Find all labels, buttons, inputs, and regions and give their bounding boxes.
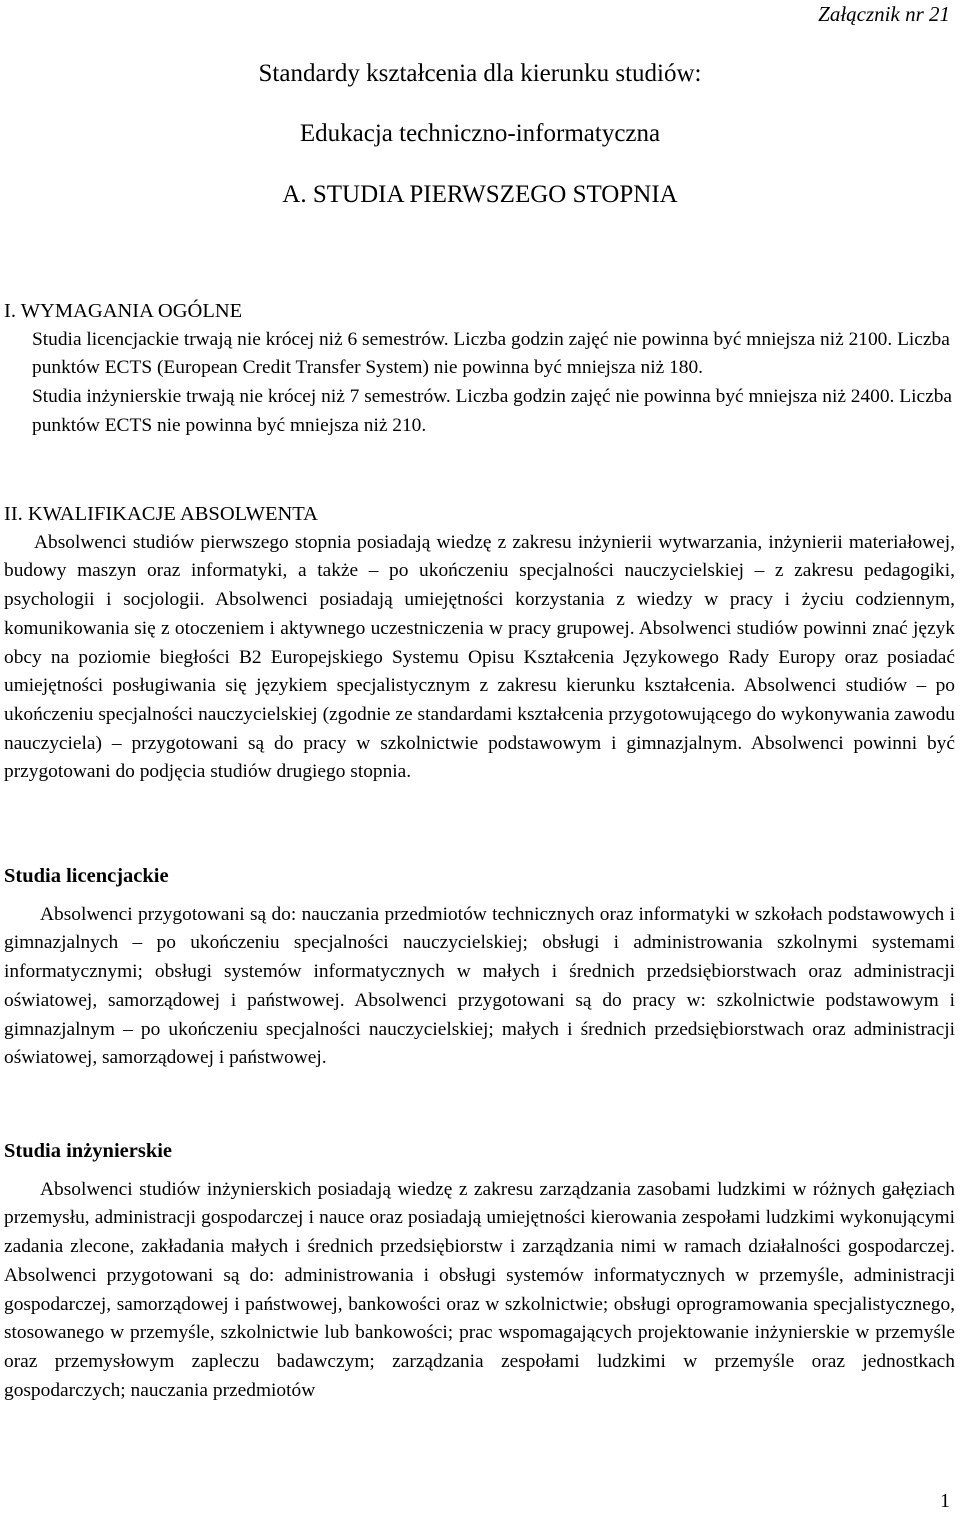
section-heading: II. KWALIFIKACJE ABSOLWENTA xyxy=(4,503,318,525)
paragraph-inzynierskie: Absolwenci studiów inżynierskich posiadają wiedzę z zakresu zarządzania zasobami ludzkimi w różnych gałęziach przemysłu, administracji gospodarczej i nauce oraz posiadają umiejętności kierowania zespołami ludzkimi wykonującymi zadania zlecone, zakładania małych i średnich przedsiębiorstw i zarządzania nimi w ramach działalności gospodarczej. Absolwenci przygotowani są do: administrowania i obsługi systemów informatycznych w przemyśle, administracji gospodarczej, samorządowej i państwowej, bankowości oraz w szkolnictwie; obsługi oprogramowania specjalistycznego, stosowanego w przemyśle, szkolnictwie lub bankowości; prac wspomagających projektowanie inżynierskie w przemyśle oraz przemysłowym zapleczu badawczym; zarządzania zespołami ludzkimi w przemyśle oraz jednostkach gospodarczych; nauczania przedmiotów xyxy=(4,1178,955,1401)
document-title: Standardy kształcenia dla kierunku studiów: xyxy=(258,60,702,87)
paragraph-licencjackie: Absolwenci przygotowani są do: nauczania przedmiotów technicznych oraz informatyki w szkołach podstawowych i gimnazjalnych – po ukończeniu specjalności nauczycielskiej; obsługi i administrowania szkolnymi systemami informatycznymi; obsługi systemów informatycznych w małych i średnich przedsiębiorstwach oraz administracji oświatowej, samorządowej i państwowej. Absolwenci przygotowani są do pracy w: szkolnictwie podstawowym i gimnazjalnym – po ukończeniu specjalności nauczycielskiej; małych i średnich przedsiębiorstwach oraz administracji oświatowej, samorządowej i państwowej. xyxy=(4,903,955,1069)
section-graduate-qualifications xyxy=(4,500,955,787)
section-general-requirements xyxy=(4,297,955,441)
subsection-heading: Studia licencjackie xyxy=(4,865,169,887)
paragraph-qualifications: Absolwenci studiów pierwszego stopnia posiadają wiedzę z zakresu inżynierii wytwarzania, inżynierii materiałowej, budowy maszyn oraz informatyki, a także – po ukończeniu specjalności nauczycielskiej – z zakresu pedagogiki, psychologii i socjologii. Absolwenci posiadają umiejętności korzystania z wiedzy w pracy i życiu codziennym, komunikowania się z otoczeniem i aktywnego uczestniczenia w pracy grupowej. Absolwenci studiów powinni znać język obcy na poziomie biegłości B2 Europejskiego Systemu Opisu Kształcenia Językowego Rady Europy oraz posiadać umiejętności posługiwania się językiem specjalistycznym z zakresu kierunku kształcenia. Absolwenci studiów – po ukończeniu specjalności nauczycielskiej (zgodnie ze standardami kształcenia przygotowującego do wykonywania zawodu nauczyciela) – przygotowani są do pracy w szkolnictwie podstawowym i gimnazjalnym. Absolwenci powinni być przygotowani do podjęcia studiów drugiego stopnia. xyxy=(4,531,955,783)
page-number: 1 xyxy=(940,1490,950,1512)
field-of-study: Edukacja techniczno-informatyczna xyxy=(299,120,661,147)
section-studia-licencjackie xyxy=(4,862,955,1073)
section-heading: I. WYMAGANIA OGÓLNE xyxy=(4,300,243,322)
subsection-heading: Studia inżynierskie xyxy=(4,1140,173,1162)
paragraph-inzynierskie-requirements: Studia inżynierskie trwają nie krócej niż 7 semestrów. Liczba godzin zajęć nie powinna być mniejsza niż 2400. Liczba punktów ECTS nie powinna być mniejsza niż 210. xyxy=(32,386,953,436)
paragraph-licencjackie-requirements: Studia licencjackie trwają nie krócej niż 6 semestrów. Liczba godzin zajęć nie powinna być mniejsza niż 2100. Liczba punktów ECTS (European Credit Transfer System) nie powinna być mniejsza niż 180. xyxy=(32,328,950,379)
study-level-heading: A. STUDIA PIERWSZEGO STOPNIA xyxy=(282,181,678,208)
section-studia-inzynierskie xyxy=(4,1137,955,1405)
annex-label: Załącznik nr 21 xyxy=(818,2,950,26)
